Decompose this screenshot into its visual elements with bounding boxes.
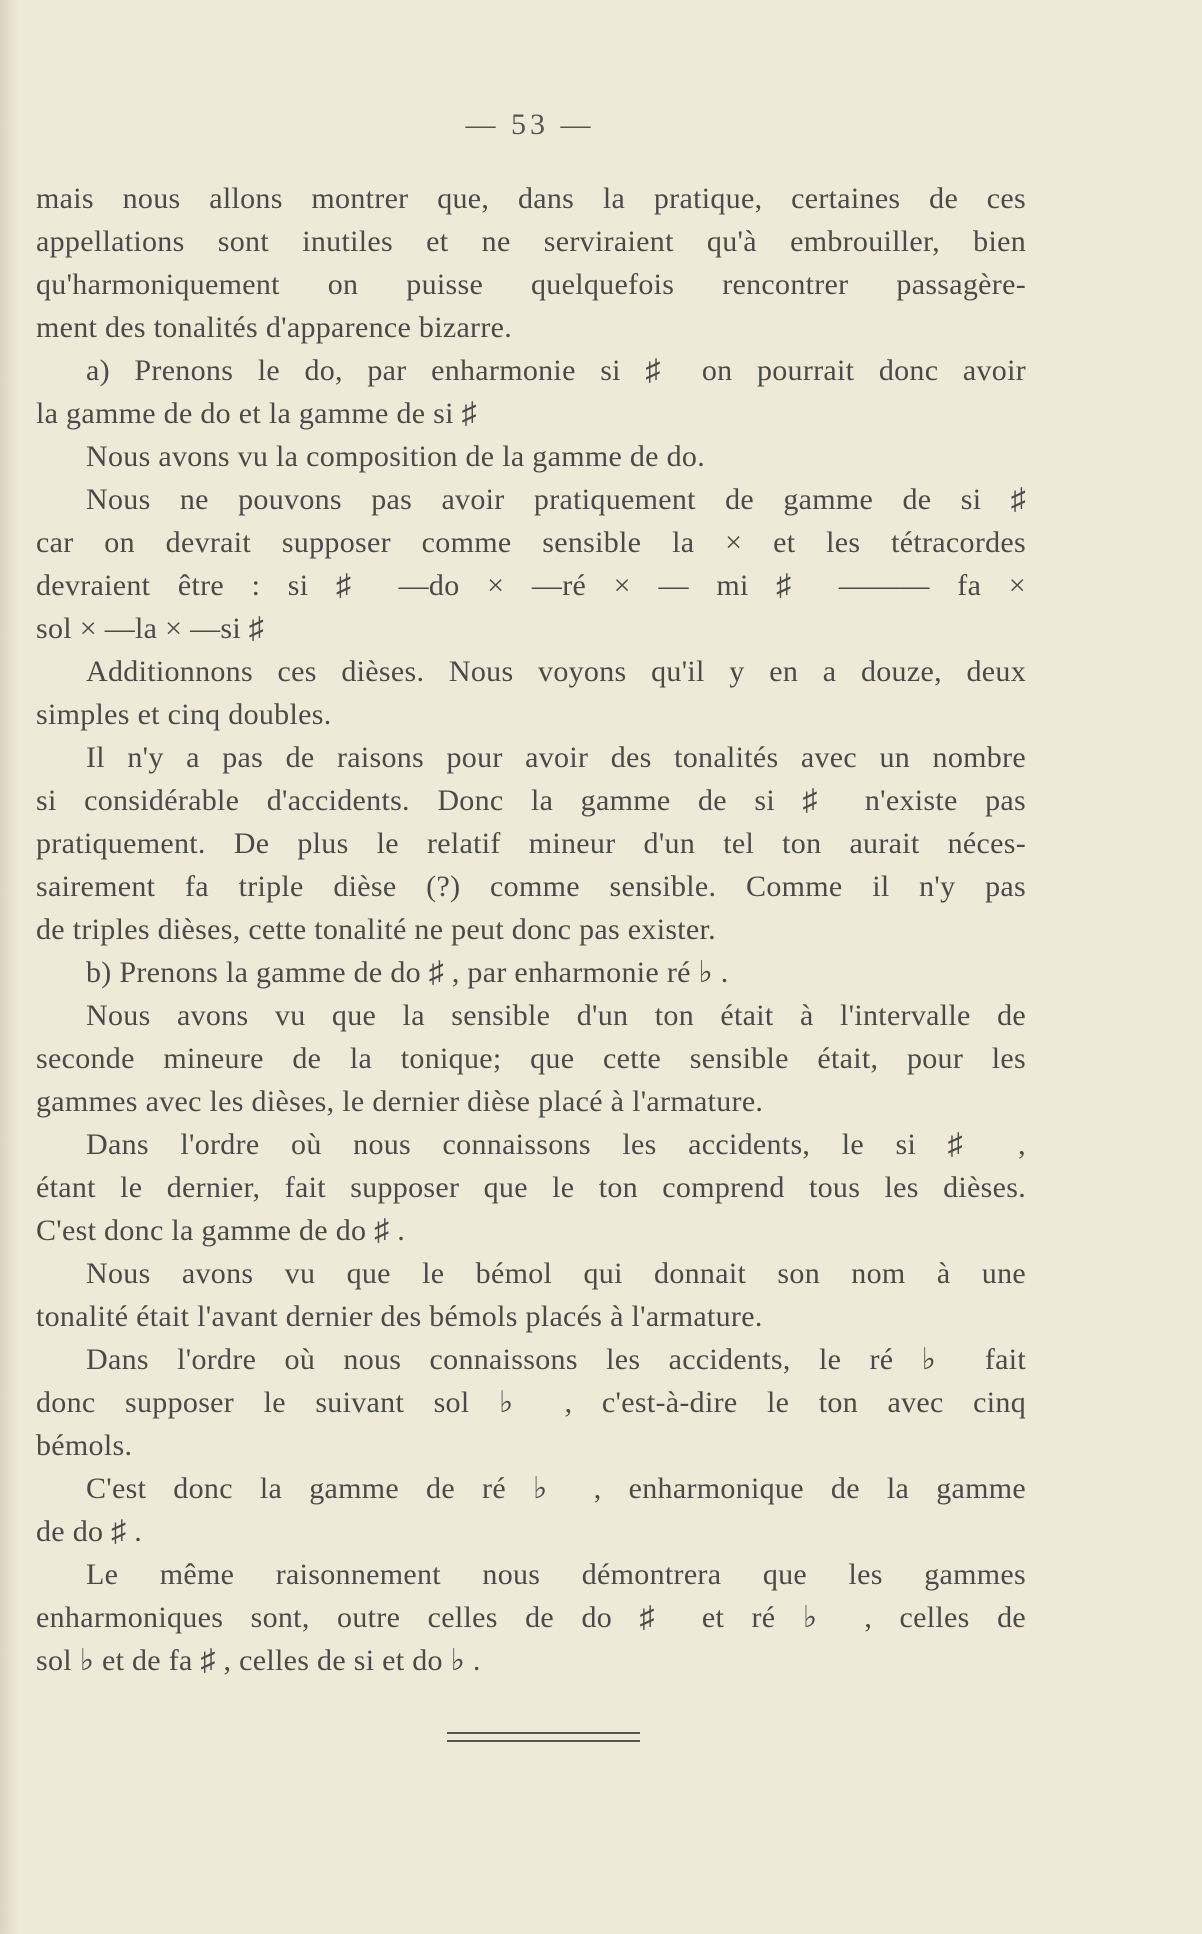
text-line: a) Prenons le do, par enharmonie si ♯ on pourrait donc avoir xyxy=(86,354,1026,387)
text-line: Nous avons vu que la sensible d'un ton était à l'intervalle de xyxy=(86,999,1026,1032)
page-number: — 53 — xyxy=(465,108,595,141)
text-line: étant le dernier, fait supposer que le ton comprend tous les dièses. xyxy=(36,1171,1026,1204)
body-text xyxy=(36,177,1026,1682)
text-line: la gamme de do et la gamme de si ♯ xyxy=(36,397,477,430)
text-line: appellations sont inutiles et ne serviraient qu'à embrouiller, bien xyxy=(36,225,1026,258)
text-line: sairement fa triple dièse (?) comme sensible. Comme il n'y pas xyxy=(36,870,1026,903)
text-line: sol ♭ et de fa ♯ , celles de si et do ♭ . xyxy=(36,1644,481,1677)
text-line: pratiquement. De plus le relatif mineur d'un tel ton aurait néces- xyxy=(36,827,1026,860)
text-line: Dans l'ordre où nous connaissons les accidents, le ré ♭ fait xyxy=(86,1343,1026,1376)
text-line: de triples dièses, cette tonalité ne peut donc pas exister. xyxy=(36,913,716,946)
text-line: Dans l'ordre où nous connaissons les accidents, le si ♯ , xyxy=(86,1128,1026,1161)
text-line: Nous ne pouvons pas avoir pratiquement de gamme de si ♯ xyxy=(86,483,1026,516)
text-line: Nous avons vu la composition de la gamme de do. xyxy=(86,440,705,473)
text-line: tonalité était l'avant dernier des bémols placés à l'armature. xyxy=(36,1300,763,1333)
text-line: ment des tonalités d'apparence bizarre. xyxy=(36,311,513,344)
text-line: C'est donc la gamme de do ♯ . xyxy=(36,1214,406,1247)
text-line: b) Prenons la gamme de do ♯ , par enharmonie ré ♭ . xyxy=(86,956,729,989)
text-line: devraient être : si ♯ —do × —ré × — mi ♯ ——— fa × xyxy=(36,569,1026,602)
text-line: donc supposer le suivant sol ♭ , c'est-à-dire le ton avec cinq xyxy=(36,1386,1026,1419)
text-line: simples et cinq doubles. xyxy=(36,698,332,731)
text-line: qu'harmoniquement on puisse quelquefois rencontrer passagère- xyxy=(36,268,1026,301)
text-line: seconde mineure de la tonique; que cette sensible était, pour les xyxy=(36,1042,1026,1075)
text-line: si considérable d'accidents. Donc la gamme de si ♯ n'existe pas xyxy=(36,784,1026,817)
text-line: Nous avons vu que le bémol qui donnait son nom à une xyxy=(86,1257,1026,1290)
text-line: gammes avec les dièses, le dernier dièse placé à l'armature. xyxy=(36,1085,764,1118)
text-line: C'est donc la gamme de ré ♭ , enharmonique de la gamme xyxy=(86,1472,1026,1505)
text-line: car on devrait supposer comme sensible la × et les tétracordes xyxy=(36,526,1026,559)
text-line: enharmoniques sont, outre celles de do ♯ et ré ♭ , celles de xyxy=(36,1601,1026,1634)
text-line: mais nous allons montrer que, dans la pratique, certaines de ces xyxy=(36,182,1026,215)
end-rule xyxy=(447,1732,640,1734)
text-line: de do ♯ . xyxy=(36,1515,143,1548)
text-line: Additionnons ces dièses. Nous voyons qu'il y en a douze, deux xyxy=(86,655,1026,688)
text-line: sol × —la × —si ♯ xyxy=(36,612,265,645)
text-line: bémols. xyxy=(36,1429,133,1462)
text-line: Il n'y a pas de raisons pour avoir des tonalités avec un nombre xyxy=(86,741,1026,774)
text-line: Le même raisonnement nous démontrera que les gammes xyxy=(86,1558,1026,1591)
page-edge-shadow xyxy=(0,0,18,1934)
end-rule xyxy=(447,1740,640,1742)
